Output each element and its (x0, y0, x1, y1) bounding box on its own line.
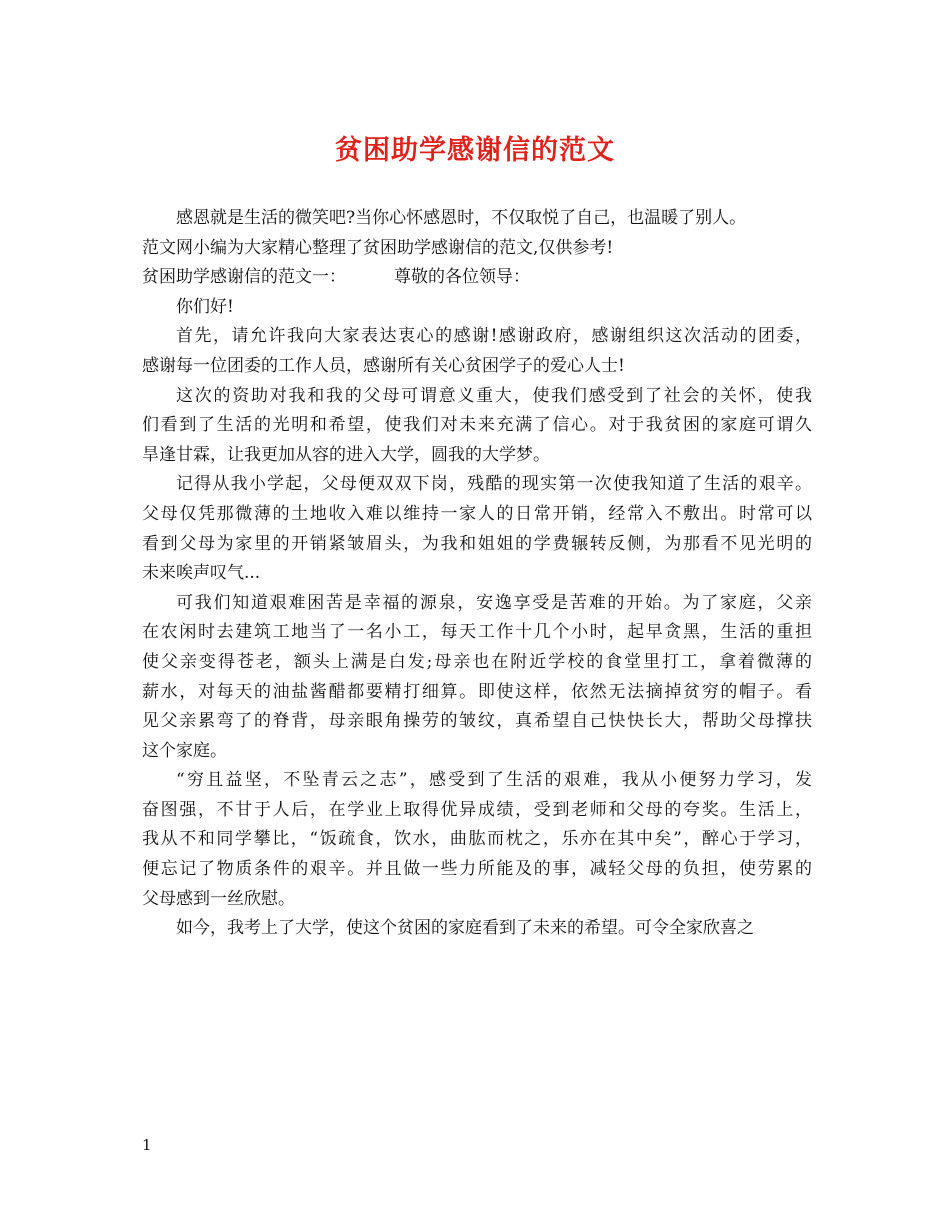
sample-heading: 贫困助学感谢信的范文一： (142, 267, 346, 288)
paragraph-2-line-2: 们看到了生活的光明和希望，使我们对未来充满了信心。对于我贫困的家庭可谓久 (142, 415, 812, 436)
paragraph-5-line-2: 奋图强，不甘于人后，在学业上取得优异成绩，受到老师和父母的夸奖。生活上， (142, 799, 812, 820)
paragraph-4-line-5: 见父亲累弯了的脊背，母亲眼角操劳的皱纹，真希望自己快快长大，帮助父母撑扶 (142, 711, 812, 732)
paragraph-2-line-3: 旱逢甘霖，让我更加从容的进入大学，圆我的大学梦。 (142, 444, 550, 465)
paragraph-4-line-4: 薪水，对每天的油盐酱醋都要精打细算。即使这样，依然无法摘掉贫穷的帽子。看 (142, 681, 812, 702)
paragraph-3-line-4: 未来唉声叹气... (142, 563, 261, 584)
paragraph-4-line-1: 可我们知道艰难困苦是幸福的源泉，安逸享受是苦难的开始。为了家庭，父亲 (176, 592, 812, 613)
paragraph-1-line-1: 首先，请允许我向大家表达衷心的感谢!感谢政府，感谢组织这次活动的团委， (176, 326, 812, 347)
paragraph-2-line-1: 这次的资助对我和我的父母可谓意义重大，使我们感受到了社会的关怀，使我 (176, 385, 812, 406)
paragraph-5-line-4: 便忘记了物质条件的艰辛。并且做一些力所能及的事，减轻父母的负担，使劳累的 (142, 859, 812, 880)
paragraph-3-line-2: 父母仅凭那微薄的土地收入难以维持一家人的日常开销，经常入不敷出。时常可以 (142, 503, 812, 524)
paragraph-5-line-1: “穷且益坚，不坠青云之志”，感受到了生活的艰难，我从小便努力学习，发 (176, 770, 812, 791)
intro-line-2: 范文网小编为大家精心整理了贫困助学感谢信的范文,仅供参考! (142, 237, 614, 258)
salutation: 尊敬的各位领导： (394, 267, 530, 288)
paragraph-5-line-3: 我从不和同学攀比，“饭疏食，饮水，曲肱而枕之，乐亦在其中矣”，醉心于学习， (142, 829, 812, 850)
paragraph-4-line-3: 使父亲变得苍老，额头上满是白发;母亲也在附近学校的食堂里打工，拿着微薄的 (142, 651, 812, 672)
paragraph-1-line-2: 感谢每一位团委的工作人员，感谢所有关心贫困学子的爱心人士! (142, 355, 625, 376)
greeting: 你们好! (176, 296, 234, 317)
paragraph-5-line-5: 父母感到一丝欣慰。 (142, 888, 295, 909)
paragraph-3-line-1: 记得从我小学起，父母便双双下岗，残酷的现实第一次使我知道了生活的艰辛。 (176, 474, 812, 495)
sample-heading-line (142, 263, 812, 293)
paragraph-4-line-2: 在农闲时去建筑工地当了一名小工，每天工作十几个小时，起早贪黑，生活的重担 (142, 622, 812, 643)
paragraph-4-line-6: 这个家庭。 (142, 740, 227, 761)
letter-body (142, 204, 812, 944)
intro-line-1: 感恩就是生活的微笑吧?当你心怀感恩时，不仅取悦了自己，也温暖了别人。 (176, 208, 747, 228)
page-number: 1 (142, 1136, 152, 1154)
paragraph-3-line-3: 看到父母为家里的开销紧皱眉头，为我和姐姐的学费辗转反侧，为那看不见光明的 (142, 533, 812, 554)
document-title: 贫困助学感谢信的范文 (335, 135, 615, 166)
paragraph-6-line-1: 如今，我考上了大学，使这个贫困的家庭看到了未来的希望。可令全家欣喜之 (176, 918, 754, 939)
